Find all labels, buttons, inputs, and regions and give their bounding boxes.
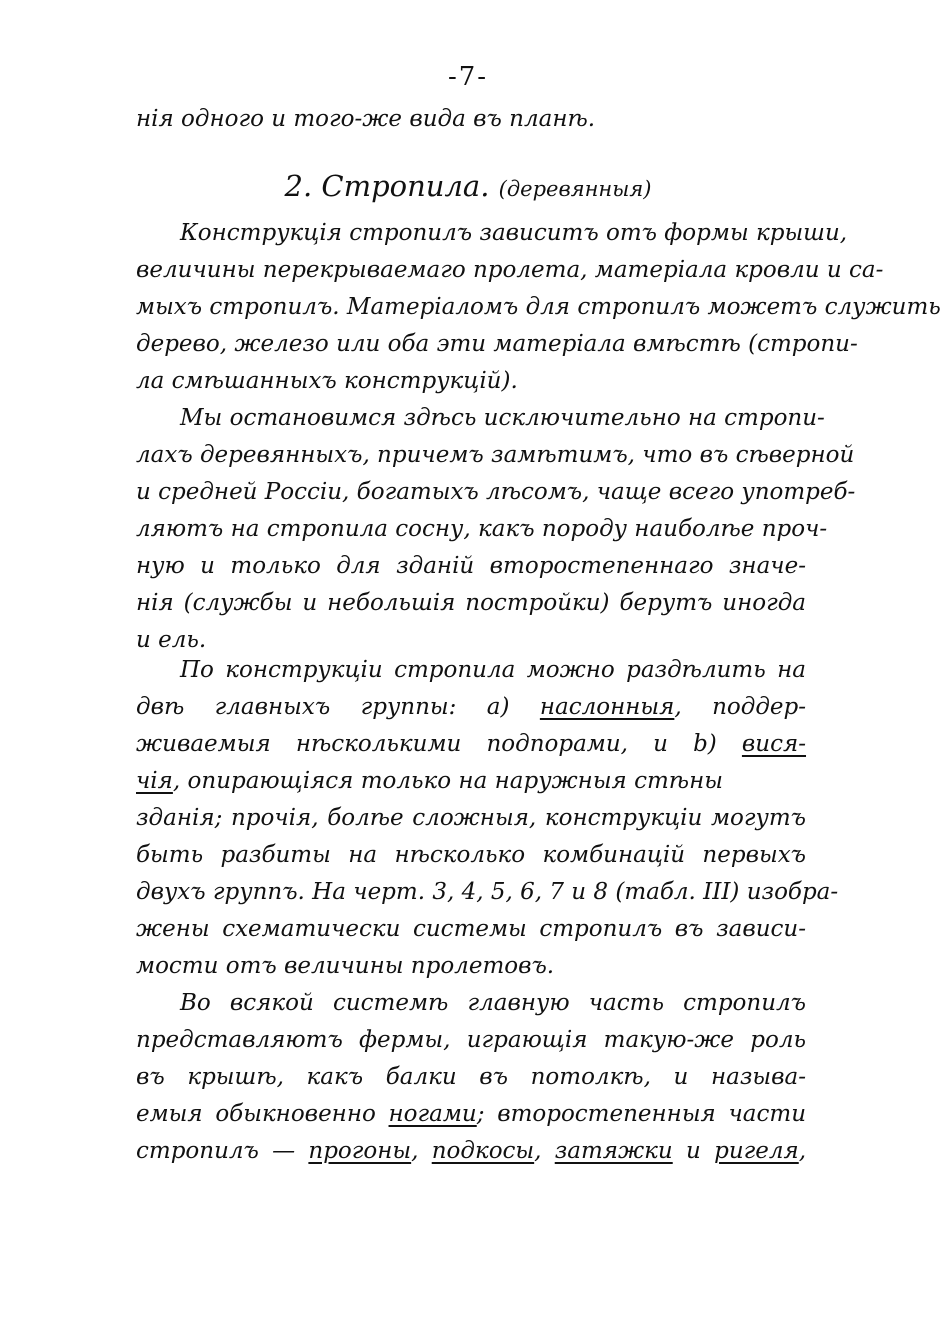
text-line: быть разбиты на нѣсколько комбинацій первыхъ [136, 842, 806, 868]
underlined-term: чія [136, 768, 173, 794]
text-line: и ель. [136, 627, 207, 653]
underlined-term: прогоны [308, 1138, 412, 1164]
text-span: , [534, 1138, 542, 1164]
text-span: , опирающіяся только на наружныя стѣны [172, 768, 723, 794]
underlined-term: наслонныя [539, 694, 675, 720]
text-line: ляютъ на стропила сосну, какъ породу наиболѣе проч- [136, 516, 828, 542]
text-span: ; второстепенныя части [476, 1101, 807, 1127]
text-line [136, 729, 806, 759]
text-span: , [411, 1138, 419, 1164]
text-line: Во всякой системѣ главную часть стропилъ [180, 990, 806, 1016]
underlined-term: ногами [388, 1101, 477, 1127]
text-line [136, 766, 806, 796]
text-span: , [798, 1138, 807, 1164]
text-line: Мы остановимся здѣсь исключительно на стропи- [180, 405, 825, 431]
text-line: въ крышѣ, какъ балки въ потолкѣ, и называ- [136, 1064, 806, 1090]
text-span: , поддер- [674, 694, 806, 720]
section-title: 2. Стропила. [284, 169, 490, 203]
text-line: зданія; прочія, болѣе сложныя, конструкціи могутъ [136, 805, 806, 831]
underlined-term: ригеля [714, 1138, 799, 1164]
text-line: Конструкція стропилъ зависитъ отъ формы крыши, [180, 220, 848, 246]
text-line: дерево, железо или оба эти матеріала вмѣстѣ (стропи- [136, 331, 858, 357]
text-line [136, 1099, 806, 1129]
text-span: и [686, 1138, 701, 1164]
page-number: -7- [447, 62, 489, 92]
text-span: живаемыя нѣсколькими подпорами, и b) [136, 731, 717, 757]
text-line [136, 1136, 806, 1166]
text-span: емыя обыкновенно [136, 1101, 376, 1127]
section-subtitle: (деревянныя) [498, 177, 652, 201]
text-line: представляютъ фермы, играющія такую-же роль [136, 1027, 806, 1053]
text-line: и средней Россіи, богатыхъ лѣсомъ, чаще всего употреб- [136, 479, 856, 505]
section-heading [0, 168, 936, 207]
text-line: По конструкціи стропила можно раздѣлить на [180, 657, 806, 683]
text-line: ную и только для зданій второстепеннаго значе- [136, 553, 806, 579]
text-line: мости отъ величины пролетовъ. [136, 953, 555, 979]
text-span: двѣ главныхъ группы: а) [136, 694, 510, 720]
text-line: двухъ группъ. На черт. 3, 4, 5, 6, 7 и 8 (табл. III) изобра- [136, 879, 839, 905]
text-line [136, 692, 806, 722]
underlined-term: вися- [741, 731, 807, 757]
text-line: величины перекрываемаго пролета, матеріала кровли и са- [136, 257, 884, 283]
text-line: лахъ деревянныхъ, причемъ замѣтимъ, что въ сѣверной [136, 442, 855, 468]
underlined-term: затяжки [554, 1138, 673, 1164]
text-line: мыхъ стропилъ. Матеріаломъ для стропилъ можетъ служить [136, 294, 941, 320]
underlined-term: подкосы [431, 1138, 535, 1164]
text-line: жены схематически системы стропилъ въ зависи- [136, 916, 806, 942]
text-line: ла смѣшанныхъ конструкцій). [136, 368, 518, 394]
text-line: нія одного и того-же вида въ планѣ. [136, 106, 596, 132]
text-span: стропилъ — [136, 1138, 296, 1164]
text-line: нія (службы и небольшія постройки) берутъ иногда [136, 590, 806, 616]
